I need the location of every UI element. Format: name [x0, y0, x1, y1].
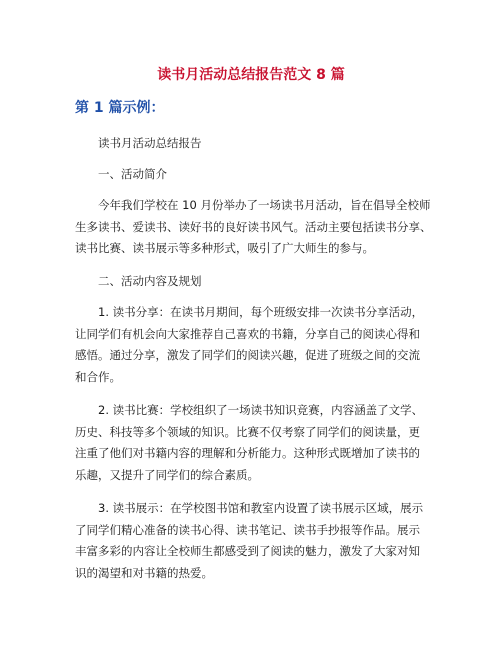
section-heading: 第 1 篇示例：	[75, 100, 165, 116]
paragraph-line: 读书比赛、读书展示等多种形式，吸引了广大师生的参与。	[75, 241, 374, 255]
paragraph-item-3	[75, 498, 427, 584]
paragraph-line: 了同学们精心准备的读书心得、读书笔记、读书手抄报等作品。展示	[75, 522, 420, 537]
paragraph-line: 让同学们有机会向大家推荐自己喜欢的书籍，分享自己的阅读心得和	[75, 326, 420, 341]
paragraph-line: 生多读书、爱读书、读好书的良好读书风气。活动主要包括读书分享、	[75, 219, 432, 234]
paragraph-line: 感悟。通过分享，激发了同学们的阅读兴趣，促进了班级之间的交流	[75, 348, 420, 362]
paragraph-line: 1. 读书分享：在读书月期间，每个班级安排一次读书分享活动，	[98, 305, 424, 319]
heading-activity-content: 二、活动内容及规划	[98, 274, 202, 288]
paragraph-line: 乐趣，又提升了同学们的综合素质。	[75, 467, 259, 482]
paragraph-item-2	[75, 400, 427, 486]
paragraph-line: 丰富多彩的内容让全校师生都感受到了阅读的魅力，激发了大家对知	[75, 544, 420, 558]
document-title: 读书月活动总结报告范文 8 篇	[157, 67, 345, 83]
paragraph-line: 注重了他们对书籍内容的理解和分析能力。这种形式既增加了读书的	[75, 446, 420, 460]
paragraph-line: 识的渴望和对书籍的热爱。	[75, 565, 213, 580]
report-subtitle: 读书月活动总结报告	[98, 136, 202, 150]
paragraph-line: 和合作。	[75, 369, 121, 384]
paragraph-line: 历史、科技等多个领域的知识。比赛不仅考察了同学们的阅读量，更	[75, 424, 420, 439]
paragraph-item-1	[75, 302, 427, 388]
paragraph-line: 今年我们学校在 10 月份举办了一场读书月活动，旨在倡导全校师	[98, 198, 431, 212]
paragraph-line: 3. 读书展示：在学校图书馆和教室内设置了读书展示区域，展示	[98, 501, 424, 515]
paragraph-line: 2. 读书比赛：学校组织了一场读书知识竞赛，内容涵盖了文学、	[98, 403, 424, 417]
heading-activity-intro: 一、活动简介	[98, 167, 167, 181]
paragraph-intro	[75, 195, 432, 260]
